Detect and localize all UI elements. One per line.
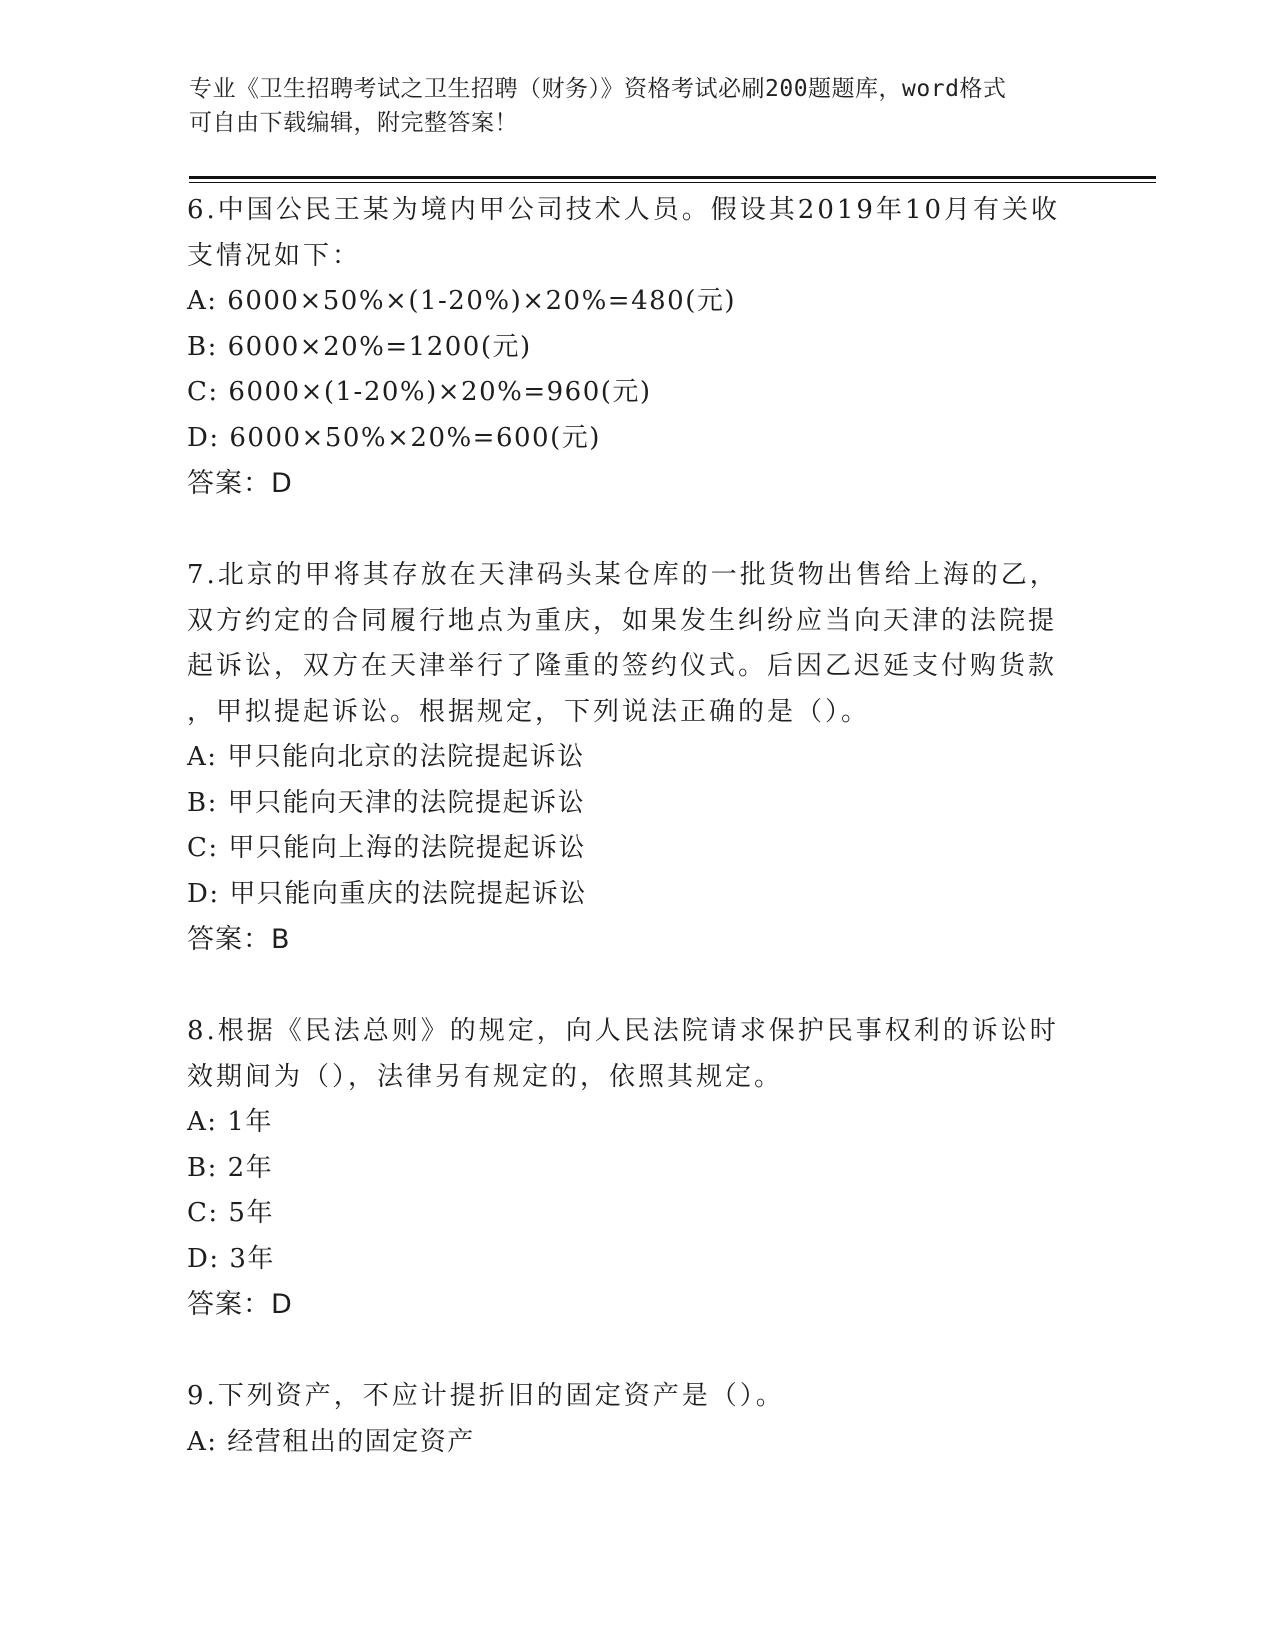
question-stem: 6.中国公民王某为境内甲公司技术人员。假设其2019年10月有关收 支情况如下： bbox=[187, 195, 1061, 271]
option-d: D: 3年 bbox=[187, 1243, 275, 1274]
option-a: A: 经营租出的固定资产 bbox=[187, 1426, 475, 1457]
option-a: A: 甲只能向北京的法院提起诉讼 bbox=[187, 742, 585, 772]
header-line-1: 专业《卫生招聘考试之卫生招聘（财务）》资格考试必刷200题题库，word格式 bbox=[189, 76, 1007, 102]
spacer bbox=[187, 507, 1087, 553]
question-stem: 7.北京的甲将其存放在天津码头某仓库的一批货物出售给上海的乙， 双方约定的合同履行地点为重庆，如果发生纠纷应当向天津的法院提 起诉讼，双方在天津举行了隆重的签约仪式。后因乙迟延支付购货款 ，甲拟提起诉讼。根据规定，下列说法正确的是（）。 bbox=[187, 560, 1059, 727]
question-7 bbox=[187, 553, 1087, 963]
option-a: A: 1年 bbox=[187, 1107, 273, 1137]
spacer bbox=[187, 963, 1087, 1009]
option-c: C: 5年 bbox=[187, 1198, 274, 1228]
question-stem: 8.根据《民法总则》的规定，向人民法院请求保护民事权利的诉讼时 效期间为（），法律另有规定的，依照其规定。 bbox=[187, 1016, 1059, 1092]
question-stem: 9.下列资产，不应计提折旧的固定资产是（）。 bbox=[187, 1381, 785, 1411]
answer: 答案：D bbox=[187, 468, 293, 499]
header-divider-thick bbox=[189, 176, 1156, 179]
option-c: C: 6000×(1-20%)×20%=960(元) bbox=[187, 377, 652, 407]
spacer bbox=[187, 1328, 1087, 1374]
header-line-2: 可自由下载编辑，附完整答案！ bbox=[189, 110, 518, 136]
option-b: B: 甲只能向天津的法院提起诉讼 bbox=[187, 787, 586, 818]
option-c: C: 甲只能向上海的法院提起诉讼 bbox=[187, 833, 586, 863]
option-b: B: 2年 bbox=[187, 1152, 274, 1183]
answer: 答案：B bbox=[187, 924, 291, 955]
option-d: D: 甲只能向重庆的法院提起诉讼 bbox=[187, 878, 587, 909]
question-6 bbox=[187, 188, 1087, 507]
question-list bbox=[187, 188, 1087, 1465]
document-header bbox=[189, 72, 1069, 140]
option-b: B: 6000×20%=1200(元) bbox=[187, 331, 532, 362]
header-divider-thin bbox=[189, 182, 1156, 183]
option-a: A: 6000×50%×(1-20%)×20%=480(元) bbox=[187, 286, 737, 316]
option-d: D: 6000×50%×20%=600(元) bbox=[187, 422, 601, 453]
answer: 答案：D bbox=[187, 1289, 293, 1320]
question-8 bbox=[187, 1009, 1087, 1328]
question-9 bbox=[187, 1374, 1087, 1465]
